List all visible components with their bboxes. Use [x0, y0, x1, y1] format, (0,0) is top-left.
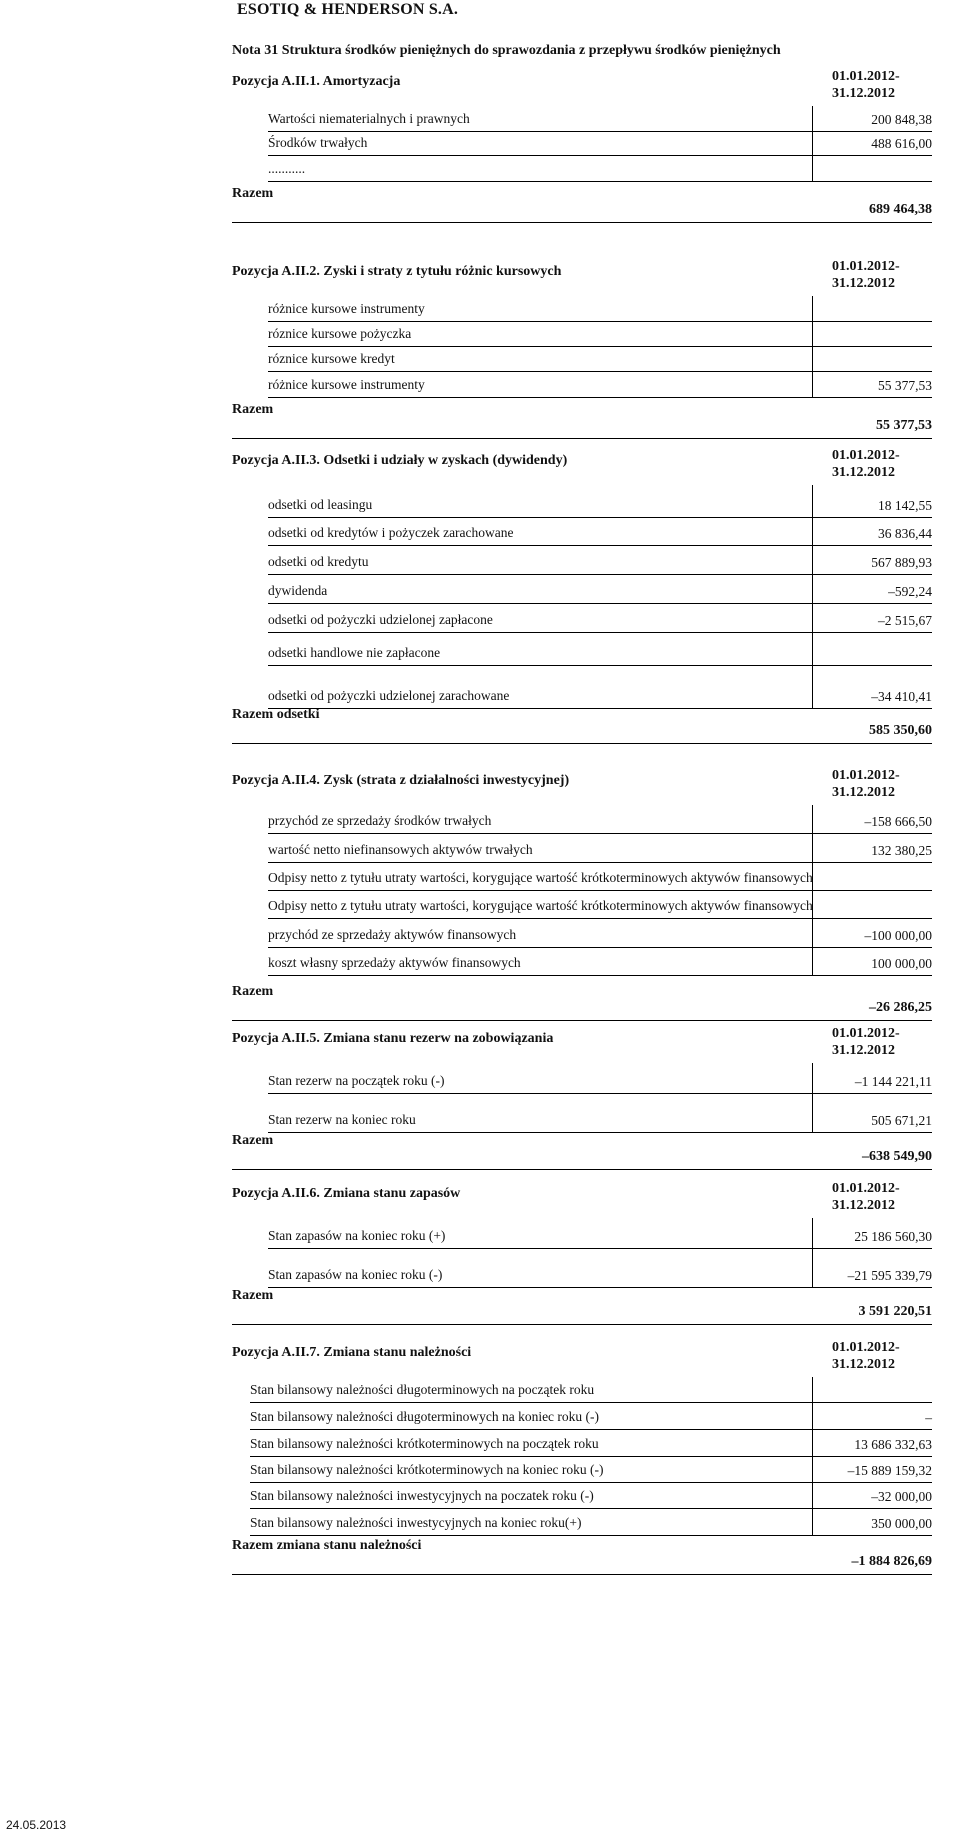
total-row	[232, 976, 932, 1021]
row-value: 200 848,38	[871, 112, 932, 127]
row-value: 132 380,25	[871, 843, 932, 858]
table-row	[250, 1509, 932, 1536]
section-4	[232, 767, 932, 1021]
row-value: –34 410,41	[871, 689, 932, 704]
total-row	[232, 1133, 932, 1170]
period-end: 31.12.2012	[832, 1198, 895, 1213]
table-row	[250, 1457, 932, 1483]
row-label: Odpisy netto z tytułu utraty wartości, korygujące wartość krótkoterminowych aktywów finansowych	[268, 898, 813, 913]
table-row	[268, 863, 932, 891]
table-row	[268, 1249, 932, 1288]
row-value: 25 186 560,30	[854, 1229, 932, 1244]
row-value: 36 836,44	[878, 526, 932, 541]
column-divider	[812, 518, 813, 545]
section-5	[232, 1025, 932, 1170]
table-row	[268, 919, 932, 948]
table-row	[268, 805, 932, 834]
total-value: 585 350,60	[869, 723, 932, 738]
total-value: 55 377,53	[876, 418, 932, 433]
column-divider	[812, 948, 813, 975]
table-row	[268, 106, 932, 132]
row-value: 350 000,00	[871, 1516, 932, 1531]
row-label: odsetki od kredytu	[268, 554, 369, 569]
row-label: różnice kursowe instrumenty	[268, 301, 425, 316]
row-value: –1 144 221,11	[854, 1074, 932, 1089]
column-divider	[812, 919, 813, 947]
table-row	[250, 1483, 932, 1509]
total-label: Razem	[232, 1288, 274, 1303]
section-title: Pozycja A.II.7. Zmiana stanu należności	[232, 1345, 472, 1360]
period-start: 01.01.2012-	[832, 448, 900, 463]
section-header	[232, 1339, 932, 1377]
total-row	[232, 1288, 932, 1325]
row-value: 567 889,93	[871, 555, 932, 570]
row-label: Stan bilansowy należności krótkoterminowych na początek roku	[250, 1436, 599, 1451]
column-divider	[812, 1430, 813, 1456]
row-value: 100 000,00	[871, 956, 932, 971]
column-divider	[812, 1483, 813, 1508]
row-value: 13 686 332,63	[854, 1437, 932, 1452]
row-label: odsetki handlowe nie zapłacone	[268, 645, 441, 660]
row-value: 18 142,55	[878, 498, 932, 513]
total-label: Razem odsetki	[232, 707, 320, 722]
row-label: Stan rezerw na początek roku (-)	[268, 1073, 445, 1088]
period-header	[832, 1180, 932, 1214]
period-header	[832, 1339, 932, 1373]
row-label: Stan zapasów na koniec roku (-)	[268, 1267, 443, 1282]
period-start: 01.01.2012-	[832, 259, 900, 274]
section-title: Pozycja A.II.3. Odsetki i udziały w zyskach (dywidendy)	[232, 453, 568, 468]
total-label: Razem	[232, 402, 274, 417]
company-name: ESOTIQ & HENDERSON S.A.	[237, 1, 459, 18]
table-row	[268, 604, 932, 633]
table-row	[268, 1094, 932, 1133]
row-label: Odpisy netto z tytułu utraty wartości, korygujące wartość krótkoterminowych aktywów finansowych	[268, 870, 813, 885]
total-value: –1 884 826,69	[851, 1554, 932, 1569]
column-divider	[812, 891, 813, 918]
row-value: –2 515,67	[878, 613, 932, 628]
column-divider	[812, 863, 813, 890]
period-header	[832, 1025, 932, 1059]
column-divider	[812, 347, 813, 371]
total-value: –638 549,90	[862, 1149, 932, 1164]
table-row	[268, 132, 932, 156]
table-row	[268, 891, 932, 919]
row-label: odsetki od pożyczki udzielonej zarachowane	[268, 688, 510, 703]
row-value: –158 666,50	[864, 814, 932, 829]
row-value: –15 889 159,32	[847, 1463, 932, 1478]
table-row	[250, 1377, 932, 1403]
period-start: 01.01.2012-	[832, 1340, 900, 1355]
row-label: Stan bilansowy należności krótkoterminowych na koniec roku (-)	[250, 1462, 604, 1477]
column-divider	[812, 485, 813, 517]
table-row	[268, 575, 932, 604]
row-label: odsetki od kredytów i pożyczek zarachowane	[268, 525, 514, 540]
row-label: odsetki od leasingu	[268, 497, 373, 512]
section-header	[232, 68, 932, 106]
column-divider	[812, 1457, 813, 1482]
section-title: Pozycja A.II.2. Zyski i straty z tytułu różnic kursowych	[232, 264, 562, 279]
table-row	[268, 372, 932, 398]
column-divider	[812, 834, 813, 862]
column-divider	[812, 1377, 813, 1402]
table-row	[268, 485, 932, 518]
total-row	[232, 398, 932, 439]
section-header	[232, 1180, 932, 1218]
column-divider	[812, 1509, 813, 1535]
table-row	[268, 518, 932, 546]
row-label: Wartości niematerialnych i prawnych	[268, 111, 470, 126]
table-row	[268, 546, 932, 575]
section-7	[232, 1339, 932, 1575]
section-title: Pozycja A.II.4. Zysk (strata z działalności inwestycyjnej)	[232, 773, 570, 788]
row-label: Stan bilansowy należności inwestycyjnych na koniec roku(+)	[250, 1515, 582, 1530]
row-label: różnice kursowe instrumenty	[268, 377, 425, 392]
column-divider	[812, 106, 813, 131]
column-divider	[812, 546, 813, 574]
total-value: 689 464,38	[869, 202, 932, 217]
row-label: Środków trwałych	[268, 135, 368, 150]
table-row	[268, 834, 932, 863]
table-row	[268, 1063, 932, 1094]
column-divider	[812, 805, 813, 833]
period-end: 31.12.2012	[832, 785, 895, 800]
column-divider	[812, 1403, 813, 1429]
row-value: 55 377,53	[878, 378, 932, 393]
row-value: –32 000,00	[871, 1489, 932, 1504]
row-label: Stan zapasów na koniec roku (+)	[268, 1228, 446, 1243]
row-value: –592,24	[888, 584, 932, 599]
total-row	[232, 182, 932, 223]
row-label: Stan bilansowy należności inwestycyjnych na poczatek roku (-)	[250, 1488, 594, 1503]
period-header	[832, 68, 932, 102]
column-divider	[812, 604, 813, 632]
total-label: Razem	[232, 186, 274, 201]
period-start: 01.01.2012-	[832, 1181, 900, 1196]
period-end: 31.12.2012	[832, 1357, 895, 1372]
section-header	[232, 767, 932, 805]
row-label: róznice kursowe kredyt	[268, 351, 395, 366]
row-label: wartość netto niefinansowych aktywów trwałych	[268, 842, 533, 857]
table-row	[268, 322, 932, 347]
column-divider	[812, 1249, 813, 1287]
row-label: Stan rezerw na koniec roku	[268, 1112, 416, 1127]
period-start: 01.01.2012-	[832, 768, 900, 783]
row-value: –100 000,00	[864, 928, 932, 943]
table-row	[268, 948, 932, 976]
total-label: Razem	[232, 1133, 274, 1148]
total-label: Razem	[232, 984, 274, 999]
row-value: –	[925, 1410, 932, 1425]
column-divider	[812, 1218, 813, 1248]
period-end: 31.12.2012	[832, 86, 895, 101]
period-start: 01.01.2012-	[832, 69, 900, 84]
column-divider	[812, 296, 813, 321]
table-row	[268, 1218, 932, 1249]
note-title: Nota 31 Struktura środków pieniężnych do sprawozdania z przepływu środków pieniężnych	[232, 43, 781, 58]
column-divider	[812, 132, 813, 155]
table-row	[268, 633, 932, 666]
row-label: przychód ze sprzedaży aktywów finansowych	[268, 927, 517, 942]
period-header	[832, 258, 932, 292]
row-label: róznice kursowe pożyczka	[268, 326, 412, 341]
section-1	[232, 68, 932, 223]
footer-date: 24.05.2013	[6, 1818, 67, 1832]
column-divider	[812, 322, 813, 346]
total-row	[232, 1536, 932, 1575]
period-header	[832, 447, 932, 481]
section-header	[232, 1025, 932, 1063]
row-label: Stan bilansowy należności długoterminowych na koniec roku (-)	[250, 1409, 600, 1424]
section-header	[232, 447, 932, 485]
row-value: –21 595 339,79	[847, 1268, 932, 1283]
total-label: Razem zmiana stanu należności	[232, 1538, 422, 1553]
section-3	[232, 447, 932, 744]
table-row	[268, 666, 932, 709]
section-header	[232, 258, 932, 296]
table-row	[250, 1403, 932, 1430]
row-label: odsetki od pożyczki udzielonej zapłacone	[268, 612, 493, 627]
column-divider	[812, 575, 813, 603]
table-row	[250, 1430, 932, 1457]
section-title: Pozycja A.II.5. Zmiana stanu rezerw na zobowiązania	[232, 1031, 554, 1046]
table-row	[268, 156, 932, 182]
column-divider	[812, 1063, 813, 1093]
table-row	[268, 347, 932, 372]
total-value: 3 591 220,51	[858, 1304, 932, 1319]
row-label: koszt własny sprzedaży aktywów finansowych	[268, 955, 521, 970]
column-divider	[812, 633, 813, 665]
period-end: 31.12.2012	[832, 465, 895, 480]
row-label: dywidenda	[268, 583, 328, 598]
column-divider	[812, 372, 813, 397]
period-end: 31.12.2012	[832, 276, 895, 291]
section-title: Pozycja A.II.6. Zmiana stanu zapasów	[232, 1186, 461, 1201]
column-divider	[812, 1094, 813, 1132]
row-label: przychód ze sprzedaży środków trwałych	[268, 813, 492, 828]
row-value: 488 616,00	[871, 136, 932, 151]
section-6	[232, 1180, 932, 1325]
table-row	[268, 296, 932, 322]
row-value: 505 671,21	[871, 1113, 932, 1128]
row-label: Stan bilansowy należności długoterminowych na początek roku	[250, 1382, 595, 1397]
total-row	[232, 709, 932, 744]
section-title: Pozycja A.II.1. Amortyzacja	[232, 74, 401, 89]
period-header	[832, 767, 932, 801]
period-start: 01.01.2012-	[832, 1026, 900, 1041]
section-2	[232, 258, 932, 439]
column-divider	[812, 156, 813, 181]
period-end: 31.12.2012	[832, 1043, 895, 1058]
column-divider	[812, 666, 813, 708]
row-label: ...........	[268, 161, 306, 176]
total-value: –26 286,25	[869, 1000, 932, 1015]
